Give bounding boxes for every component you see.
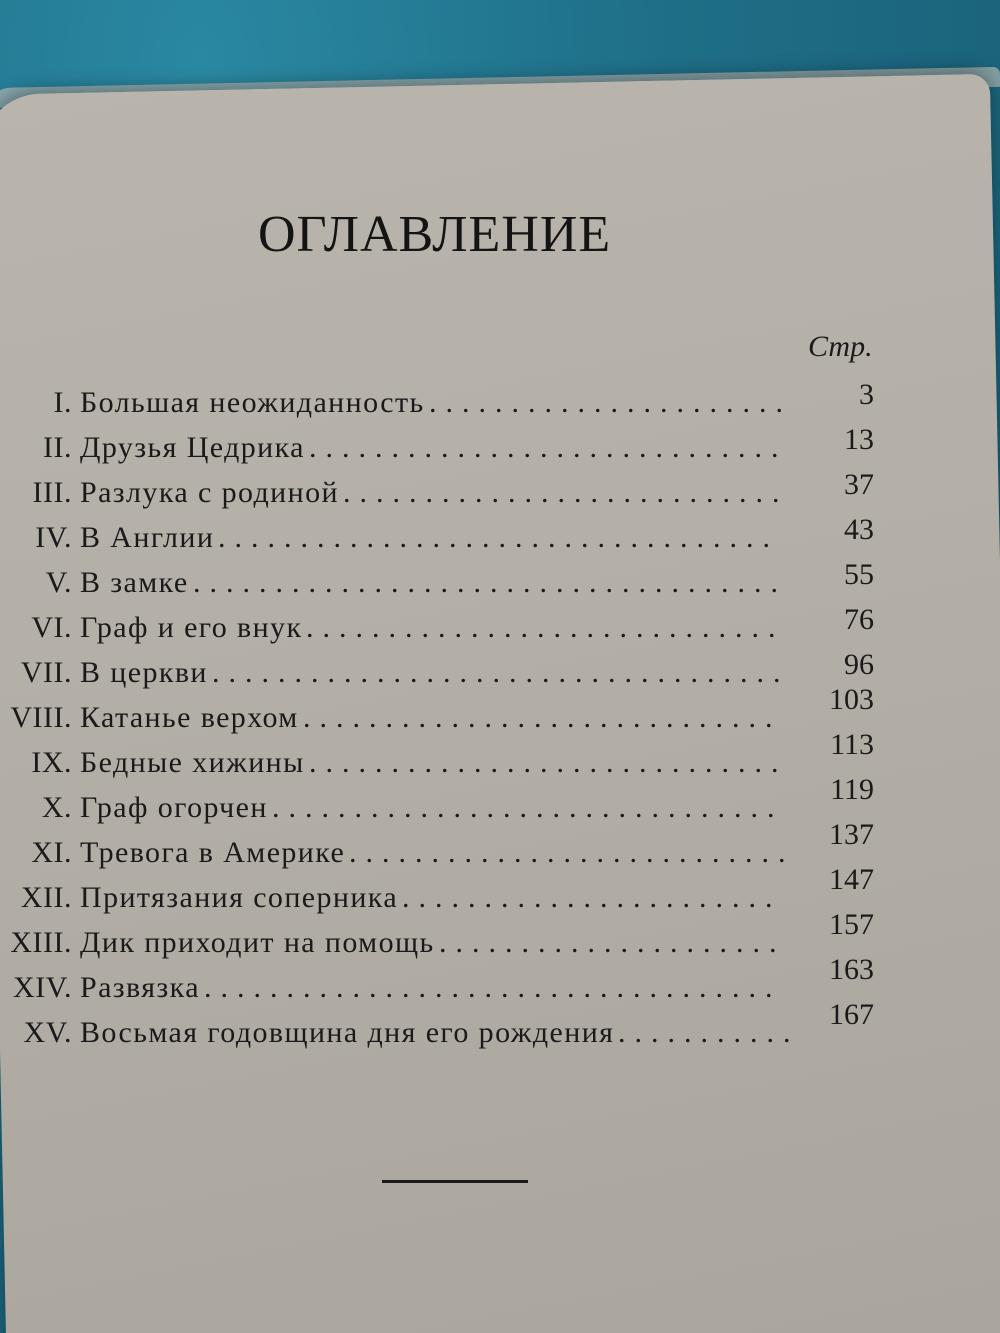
dot-leader: ..................... [439,926,786,959]
toc-entry [0,818,900,873]
chapter-title: Притязания соперника [80,881,399,914]
page-number: 163 [829,953,874,986]
dot-leader: ................................... [204,971,782,1004]
chapter-title: В церкви [80,656,208,689]
page-number: 119 [830,773,874,806]
dot-leader: ............................. [303,701,782,734]
toc-entry [0,773,900,828]
page-number: 103 [829,683,874,716]
toc-entry [0,908,900,963]
page-column-label: Стр. [808,330,873,363]
chapter-numeral: VI. [31,611,72,644]
chapter-numeral: XII. [20,881,72,914]
chapter-numeral: XIII. [10,926,72,959]
page-number: 55 [844,558,874,591]
chapter-numeral: III. [32,476,72,509]
dot-leader: ....................... [402,881,782,914]
chapter-numeral: IX. [31,746,72,779]
toc-entry [0,378,900,423]
chapter-title: Развязка [80,971,200,1004]
dot-leader: ........................... [349,836,795,869]
dot-leader: .................................. [218,521,779,554]
page-number: 13 [844,423,874,456]
dot-leader: ...................... [429,386,792,419]
page-number: 113 [830,728,874,761]
toc-entry [0,513,900,558]
dot-leader: ........... [618,1016,800,1049]
toc-entry [0,558,900,603]
chapter-title: Катанье верхом [80,701,299,734]
chapter-title: Тревога в Америке [80,836,346,869]
chapter-title: Граф и его внук [80,611,303,644]
chapter-numeral: I. [53,386,72,419]
page-title: ОГЛАВЛЕНИЕ [258,206,612,263]
chapter-numeral: XV. [23,1016,72,1049]
dot-leader: .................................... [193,566,787,599]
page-number: 167 [829,998,874,1031]
chapter-numeral: II. [43,431,72,464]
closing-rule [382,1180,528,1183]
page-number: 137 [829,818,874,851]
toc-entry [0,648,900,693]
toc-entry [0,863,900,918]
page-number: 96 [844,648,874,681]
toc-entry [0,683,900,738]
page-number: 157 [829,908,874,941]
dot-leader: ............................. [306,611,785,644]
chapter-numeral: VII. [20,656,72,689]
dot-leader: ................................... [212,656,790,689]
page-number: 43 [844,513,874,546]
chapter-title: Большая неожиданность [80,386,425,419]
toc-entry [0,728,900,783]
chapter-numeral: V. [45,566,72,599]
chapter-title: Граф огорчен [80,791,268,824]
chapter-numeral: XIV. [13,971,72,1004]
chapter-numeral: XI. [31,836,72,869]
toc-entry [0,423,900,468]
chapter-title: В Англии [80,521,215,554]
chapter-title: Разлука с родиной [80,476,339,509]
page-number: 76 [844,603,874,636]
chapter-title: Восьмая годовщина дня его рождения [80,1016,615,1049]
page-number: 3 [859,378,874,411]
chapter-title: В замке [80,566,189,599]
page-number: 37 [844,468,874,501]
page-number: 147 [829,863,874,896]
toc-entry [0,953,900,1008]
dot-leader: ............................. [309,431,788,464]
chapter-title: Дик приходит на помощь [80,926,435,959]
dot-leader: ........................... [343,476,789,509]
chapter-title: Друзья Цедрика [80,431,305,464]
table-of-contents [0,378,900,1053]
chapter-numeral: VIII. [10,701,72,734]
chapter-title: Бедные хижины [80,746,305,779]
chapter-numeral: X. [41,791,72,824]
dot-leader: ............................. [309,746,788,779]
dot-leader: ............................... [272,791,784,824]
chapter-numeral: IV. [35,521,72,554]
toc-entry [0,603,900,648]
toc-entry [0,468,900,513]
toc-entry [0,998,900,1053]
